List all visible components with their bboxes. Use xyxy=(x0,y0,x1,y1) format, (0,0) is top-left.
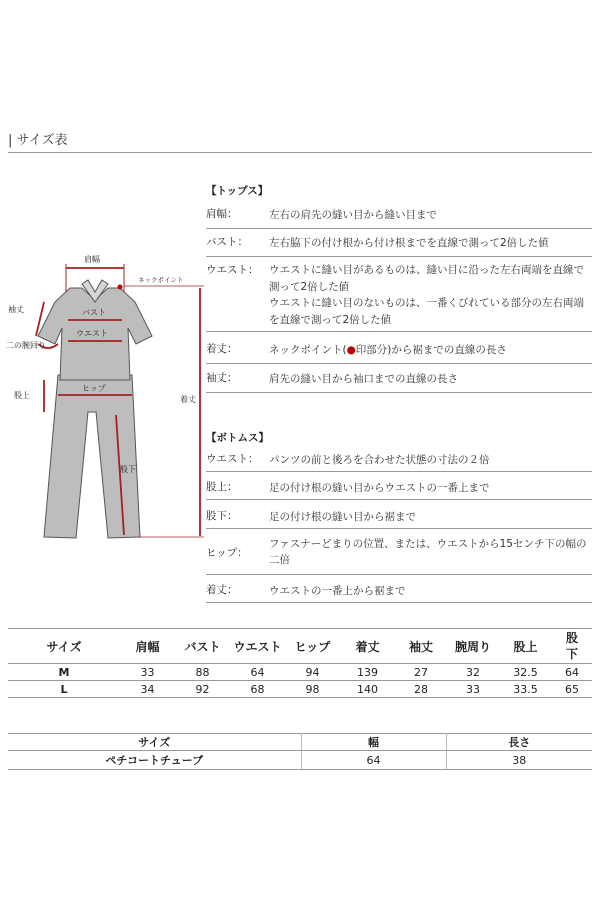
def-line: ウエストの一番上から裾まで xyxy=(269,585,406,597)
garment-illustration xyxy=(0,240,205,570)
value-cell: 94 xyxy=(285,664,340,681)
value-cell: 139 xyxy=(340,664,395,681)
def-value xyxy=(269,451,591,471)
value-cell: 27 xyxy=(395,664,447,681)
def-label: 着丈： xyxy=(206,584,238,596)
def-line: 左右の肩先の縫い目から縫い目まで xyxy=(269,209,437,221)
pants-shape xyxy=(44,375,140,538)
def-row-tops-kitake xyxy=(206,341,592,364)
label-hip: ヒップ xyxy=(82,384,106,393)
def-value xyxy=(269,262,591,328)
value-cell: 33 xyxy=(120,664,175,681)
def-line: ファスナーどまりの位置、または、ウエストから15センチ下の幅の xyxy=(269,538,587,550)
value-cell: 65 xyxy=(552,681,592,698)
neckpoint-dot xyxy=(118,285,123,290)
neckpoint-dot-mark: ● xyxy=(346,344,356,356)
def-line: 左右脇下の付け根から付け根までを直線で測って2倍した値 xyxy=(269,237,549,249)
def-label: 肩幅： xyxy=(206,208,238,220)
col-header: 袖丈 xyxy=(395,629,447,664)
def-row-tops-katahaba xyxy=(206,206,592,229)
tops-heading: 【トップス】 xyxy=(206,185,269,197)
value-cell: 98 xyxy=(285,681,340,698)
label-katahaba: 肩幅 xyxy=(84,255,100,264)
size-cell: L xyxy=(8,681,120,698)
size-table-header xyxy=(8,629,592,664)
col-header: 腕周り xyxy=(447,629,499,664)
def-line: 足の付け根の縫い目から裾まで xyxy=(269,511,416,523)
def-text-pre: ネックポイント( xyxy=(269,344,347,356)
def-text-post: 印部分)から裾までの直線の長さ xyxy=(355,344,507,356)
value-cell: 34 xyxy=(120,681,175,698)
def-value xyxy=(269,206,591,226)
def-label: ウエスト： xyxy=(206,264,259,276)
def-value xyxy=(269,370,591,390)
bottoms-heading: 【ボトムス】 xyxy=(206,432,269,444)
value-cell: 32 xyxy=(447,664,499,681)
col-header: 肩幅 xyxy=(120,629,175,664)
col-header: バスト xyxy=(175,629,230,664)
garment-svg xyxy=(0,240,205,570)
label-neckpoint: ネックポイント xyxy=(138,276,184,284)
label-bust: バスト xyxy=(82,308,106,317)
col-header: ウエスト xyxy=(230,629,285,664)
def-label: 股上： xyxy=(206,481,238,493)
col-header xyxy=(552,629,592,664)
label-kitake: 着丈 xyxy=(180,395,196,404)
col-header: 幅 xyxy=(301,734,446,751)
def-value xyxy=(269,536,591,568)
def-value xyxy=(269,341,591,361)
def-label: ウエスト： xyxy=(206,453,259,465)
size-cell: M xyxy=(8,664,120,681)
def-line: ウエストに縫い目のないものは、一番くびれている部分の左右両端 xyxy=(269,297,584,309)
col-header-vertical: 股下 xyxy=(566,631,579,661)
def-row-bottoms-waist xyxy=(206,451,592,472)
col-header: ヒップ xyxy=(285,629,340,664)
def-label: ヒップ： xyxy=(206,547,248,559)
table-row xyxy=(8,664,592,681)
def-row-bottoms-hip xyxy=(206,536,592,575)
col-header: 股上 xyxy=(499,629,552,664)
value-cell: 88 xyxy=(175,664,230,681)
label-waist: ウエスト xyxy=(76,329,108,338)
def-line: 足の付け根の縫い目からウエストの一番上まで xyxy=(269,482,490,494)
def-value xyxy=(269,582,591,602)
label-ninowaimawari: 二の腕回り xyxy=(6,341,46,350)
def-value xyxy=(269,508,591,528)
label-matagami: 股上 xyxy=(14,391,30,400)
def-row-bottoms-matashita xyxy=(206,508,592,529)
value-cell: 92 xyxy=(175,681,230,698)
def-row-bottoms-kitake xyxy=(206,582,592,603)
def-line: 測って2倍した値 xyxy=(269,280,350,293)
value-cell: 38 xyxy=(446,751,592,770)
def-line: ウエストに縫い目があるものは、縫い目に沿った左右両端を直線で xyxy=(269,264,584,276)
value-cell: 33.5 xyxy=(499,681,552,698)
value-cell: 64 xyxy=(552,664,592,681)
label-sodetake: 袖丈 xyxy=(8,305,24,314)
def-label: 着丈： xyxy=(206,343,238,355)
def-label: 袖丈： xyxy=(206,372,238,384)
col-header: サイズ xyxy=(8,734,301,751)
def-row-tops-sodetake xyxy=(206,370,592,393)
label-matashita: 股下 xyxy=(120,465,136,474)
col-header: サイズ xyxy=(8,629,120,664)
page-title: | サイズ表 xyxy=(8,133,68,148)
table-row xyxy=(8,751,592,770)
item-name-cell: ペチコートチューブ xyxy=(8,751,301,770)
value-cell: 64 xyxy=(301,751,446,770)
def-row-bottoms-matagami xyxy=(206,479,592,500)
def-line: を直線で測って2倍した値 xyxy=(269,313,392,326)
def-value xyxy=(269,479,591,499)
value-cell: 28 xyxy=(395,681,447,698)
def-line: 二倍 xyxy=(269,554,290,566)
def-line: パンツの前と後ろを合わせた状態の寸法の２倍 xyxy=(269,454,490,466)
table-row xyxy=(8,681,592,698)
def-label: 股下： xyxy=(206,510,238,522)
petticoat-table xyxy=(8,733,592,770)
def-value xyxy=(269,234,591,254)
size-table xyxy=(8,628,592,698)
def-row-tops-bust xyxy=(206,234,592,257)
def-line: 肩先の縫い目から袖口までの直線の長さ xyxy=(269,373,458,385)
value-cell: 140 xyxy=(340,681,395,698)
value-cell: 33 xyxy=(447,681,499,698)
value-cell: 68 xyxy=(230,681,285,698)
col-header: 着丈 xyxy=(340,629,395,664)
def-label: バスト： xyxy=(206,236,248,248)
def-row-tops-waist xyxy=(206,262,592,332)
value-cell: 32.5 xyxy=(499,664,552,681)
value-cell: 64 xyxy=(230,664,285,681)
petticoat-table-header xyxy=(8,734,592,751)
title-divider xyxy=(8,152,592,153)
col-header: 長さ xyxy=(446,734,592,751)
